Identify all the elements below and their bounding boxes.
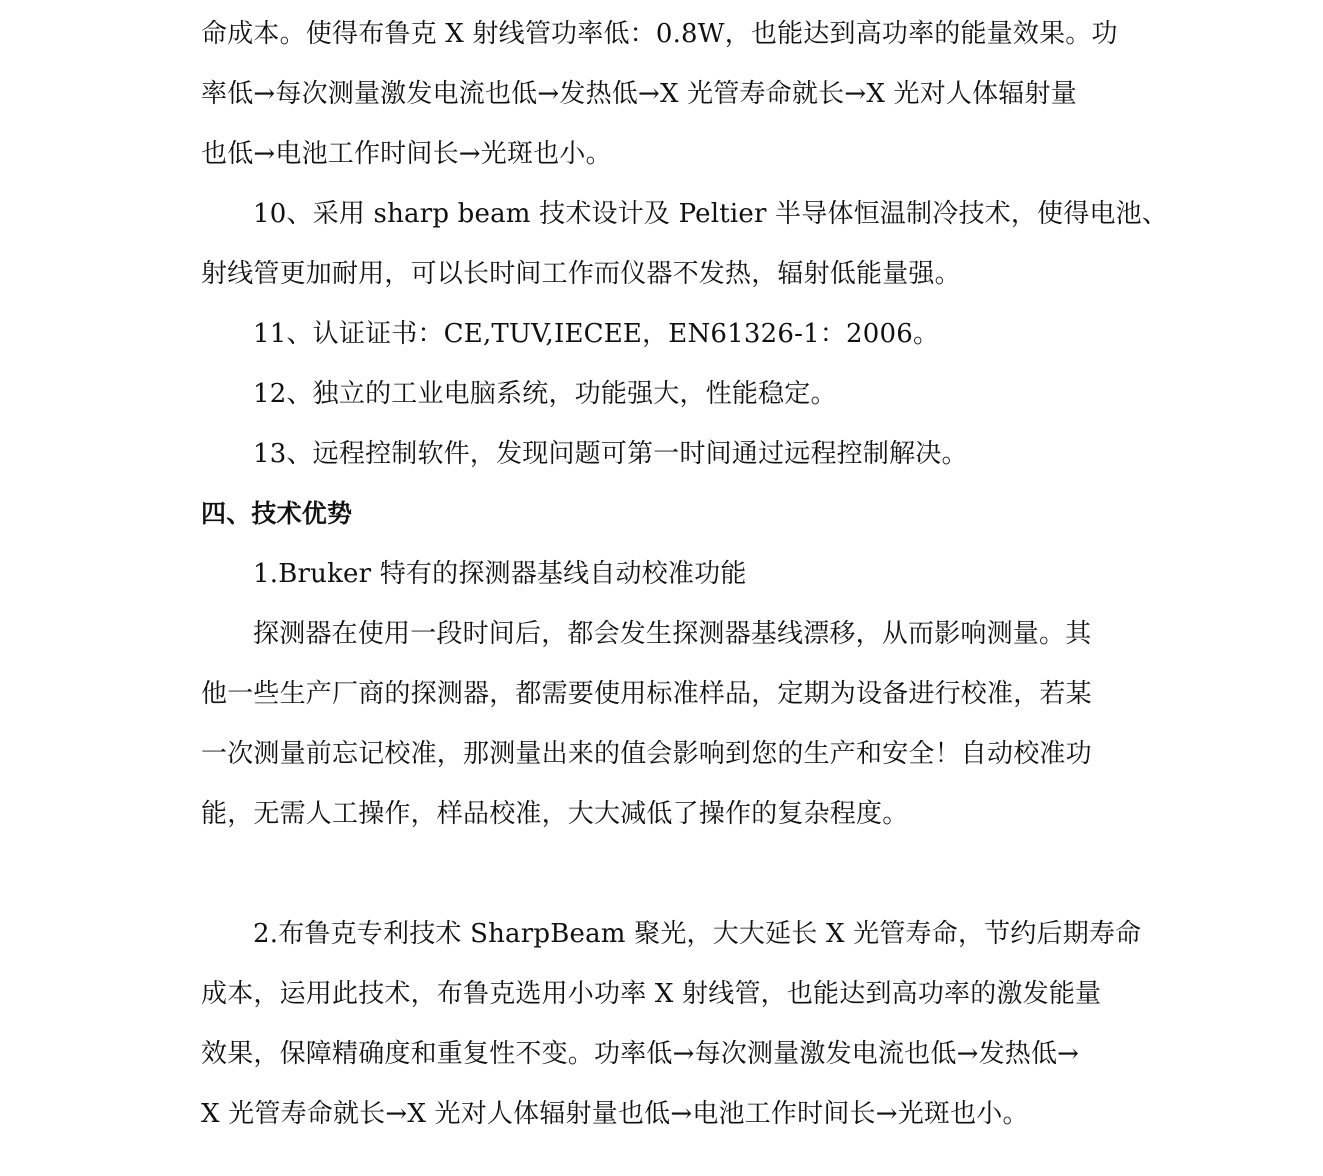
paragraph-2-line-4: X 光管寿命就长→X 光对人体辐射量也低→电池工作时间长→光斑也小。 (201, 1099, 1029, 1129)
paragraph-1-line-2: 他一些生产厂商的探测器，都需要使用标准样品，定期为设备进行校准，若某 (201, 679, 1092, 709)
section-heading: 四、技术优势 (201, 499, 353, 528)
list-item-12: 12、独立的工业电脑系统，功能强大，性能稳定。 (253, 379, 837, 409)
list-item-10-continued: 射线管更加耐用，可以长时间工作而仪器不发热，辐射低能量强。 (201, 259, 961, 289)
list-item-13: 13、远程控制软件，发现问题可第一时间通过远程控制解决。 (253, 439, 968, 469)
list-item-11: 11、认证证书：CE,TUV,IECEE，EN61326-1：2006。 (253, 319, 940, 349)
text-line-3: 也低→电池工作时间长→光斑也小。 (201, 139, 612, 169)
subheading-1: 1.Bruker 特有的探测器基线自动校准功能 (253, 559, 747, 589)
paragraph-1-line-1: 探测器在使用一段时间后，都会发生探测器基线漂移，从而影响测量。其 (253, 619, 1092, 649)
text-line-1: 命成本。使得布鲁克 X 射线管功率低：0.8W，也能达到高功率的能量效果。功 (201, 19, 1118, 49)
paragraph-1-line-4: 能，无需人工操作，样品校准，大大减低了操作的复杂程度。 (201, 799, 909, 829)
text-line-2: 率低→每次测量激发电流也低→发热低→X 光管寿命就长→X 光对人体辐射量 (201, 79, 1077, 109)
paragraph-2-line-3: 效果，保障精确度和重复性不变。功率低→每次测量激发电流也低→发热低→ (201, 1039, 1080, 1069)
paragraph-1-line-3: 一次测量前忘记校准，那测量出来的值会影响到您的生产和安全！自动校准功 (201, 739, 1092, 769)
paragraph-2-line-1: 2.布鲁克专利技术 SharpBeam 聚光，大大延长 X 光管寿命，节约后期寿命 (253, 919, 1142, 949)
list-item-10: 10、采用 sharp beam 技术设计及 Peltier 半导体恒温制冷技术，使得电池、 (253, 199, 1169, 229)
paragraph-2-line-2: 成本，运用此技术，布鲁克选用小功率 X 射线管，也能达到高功率的激发能量 (201, 979, 1102, 1009)
